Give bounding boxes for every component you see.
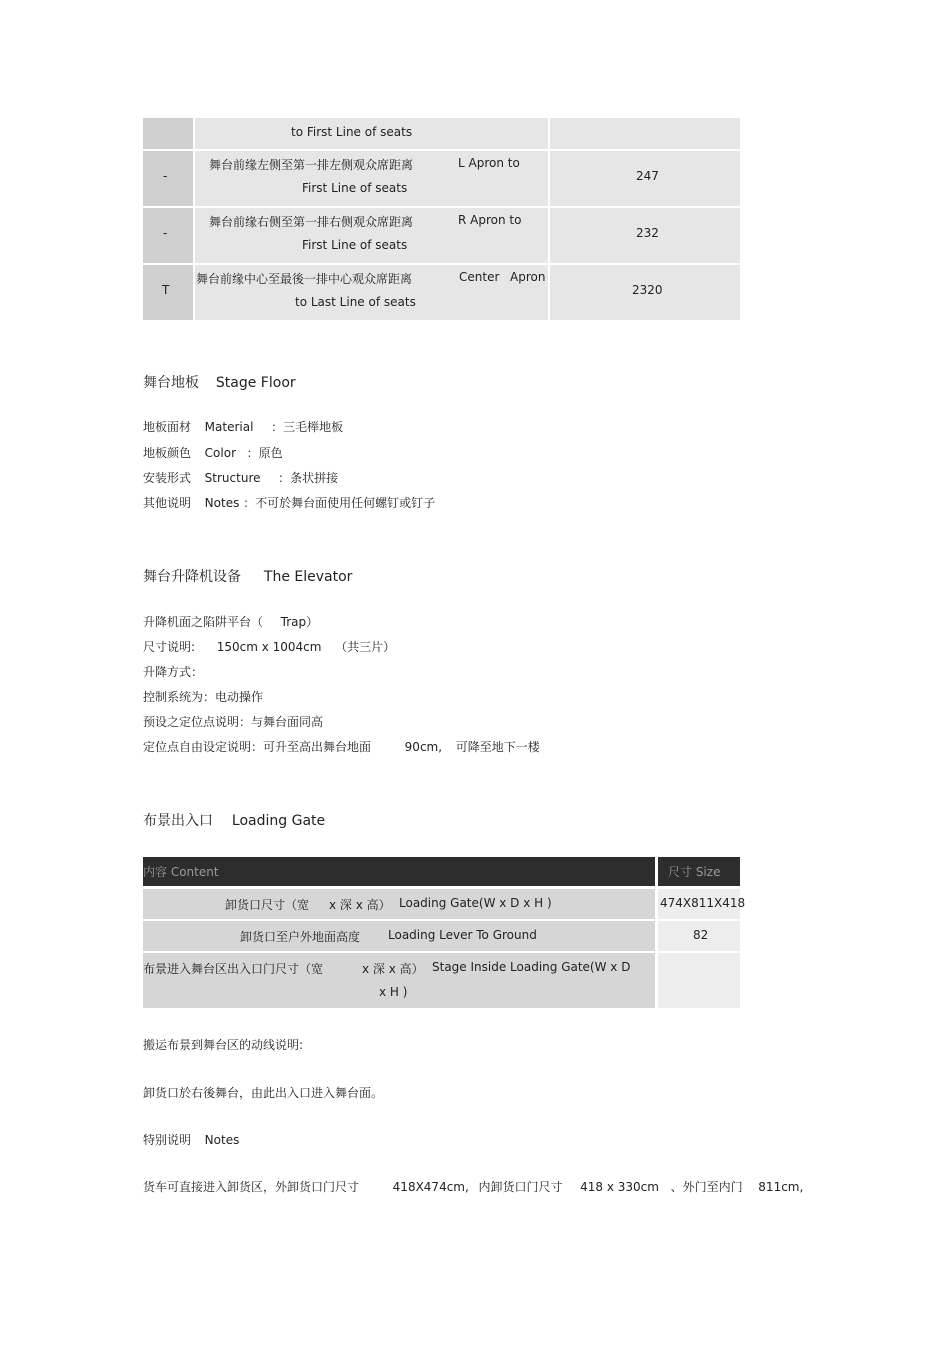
free-setting-line: [143, 738, 540, 755]
row-index: -: [163, 226, 168, 240]
label-cn: 地板面材: [143, 420, 192, 434]
text: 90cm,: [404, 740, 443, 754]
row-index: T: [162, 283, 170, 297]
label-cn: 安装形式: [143, 471, 192, 485]
row-index: -: [163, 169, 168, 183]
size-value: 474X811X418: [660, 896, 746, 910]
table-cell-index: [143, 208, 193, 263]
text: 货车可直接进入卸货区，外卸货口门尺寸: [143, 1180, 360, 1194]
desc-en: R Apron to: [458, 213, 522, 227]
loading-gate-heading: [143, 810, 325, 830]
floor-color-line: [143, 444, 283, 461]
row-en: Stage Inside Loading Gate(W x D: [432, 960, 631, 974]
table-cell-desc: [195, 208, 548, 263]
text: 418X474cm,: [392, 1180, 469, 1194]
stage-floor-heading: [143, 372, 296, 392]
row-cn: 布景进入舞台区出入口门尺寸（宽: [143, 962, 324, 976]
size-cell: [658, 953, 740, 1008]
value: ：原色: [246, 446, 283, 460]
heading-en: The Elevator: [263, 569, 353, 585]
table-cell-desc: [195, 151, 548, 206]
table-row: [143, 953, 655, 1008]
size-cell: [658, 921, 740, 951]
size-cell: [658, 889, 746, 919]
desc-line: First Line of seats: [302, 181, 408, 195]
text: 尺寸说明:: [143, 640, 196, 654]
floor-notes-line: [143, 494, 435, 511]
table-cell-value: [550, 151, 740, 206]
header-size-label: 尺寸 Size: [668, 865, 721, 879]
table-cell-value: [550, 208, 740, 263]
heading-en: Stage Floor: [215, 375, 296, 391]
heading-cn: 布景出入口: [143, 813, 213, 829]
desc-en: Apron: [510, 270, 546, 284]
heading-en: Loading Gate: [231, 813, 326, 829]
route-description: 卸货口於右後舞台，由此出入口进入舞台面。: [143, 1086, 384, 1100]
text: 定位点自由设定说明：可升至高出舞台地面: [143, 740, 372, 754]
desc-cn: 舞台前缘右侧至第一排右侧观众席距离: [209, 215, 414, 229]
text: Trap）: [280, 615, 319, 629]
trap-line: [143, 613, 318, 630]
table-row: [143, 889, 655, 919]
route-heading: 搬运布景到舞台区的动线说明:: [143, 1038, 304, 1052]
desc-line: First Line of seats: [302, 238, 408, 252]
header-content-label: 内容 Content: [143, 865, 219, 879]
desc-line: to Last Line of seats: [295, 295, 416, 309]
label-en: Color: [204, 446, 237, 460]
text: （共三片）: [335, 640, 396, 654]
table-cell-desc: [195, 265, 548, 320]
row-cn: 卸货口尺寸（宽: [225, 898, 310, 912]
text: 418 x 330cm: [580, 1180, 659, 1194]
row-en: Loading Lever To Ground: [388, 928, 537, 942]
elevator-heading: [143, 566, 352, 586]
header-content: [143, 857, 655, 886]
table-row: [143, 921, 655, 951]
desc-en: Center: [459, 270, 500, 284]
desc-cn: 舞台前缘左侧至第一排左侧观众席距离: [209, 158, 414, 172]
text: 内卸货口门尺寸: [478, 1180, 563, 1194]
desc-cn: 舞台前缘中心至最後一排中心观众席距离: [196, 272, 413, 286]
truck-notes-line: [143, 1178, 803, 1195]
row-en: Loading Gate(W x D x H ): [399, 896, 552, 910]
value: ：三毛榉地板: [271, 420, 344, 434]
lift-method-line: 升降方式：: [143, 665, 204, 679]
distance-value: 232: [636, 226, 659, 240]
size-line: [143, 638, 395, 655]
desc-line: to First Line of seats: [291, 125, 413, 139]
floor-structure-line: [143, 469, 338, 486]
label-cn: 地板颜色: [143, 446, 192, 460]
text: 可降至地下一楼: [455, 740, 540, 754]
table-cell-value: [550, 265, 740, 320]
label-cn: 特别说明: [143, 1133, 192, 1147]
floor-material-line: [143, 418, 343, 435]
control-line: 控制系统为：电动操作: [143, 690, 264, 704]
size-value: 82: [693, 928, 709, 942]
label-en: Notes: [204, 1133, 240, 1147]
value: ：条状拼接: [278, 471, 339, 485]
heading-cn: 舞台地板: [143, 375, 199, 391]
value: ：不可於舞台面使用任何螺钉或钉子: [243, 496, 436, 510]
table-cell-index: [143, 118, 193, 149]
label-en: Structure: [204, 471, 261, 485]
distance-value: 2320: [632, 283, 663, 297]
special-notes-heading: [143, 1131, 239, 1148]
label-en: Notes: [204, 496, 240, 510]
row-cn: 卸货口至户外地面高度: [240, 930, 361, 944]
label-cn: 其他说明: [143, 496, 192, 510]
table-cell-value: [550, 118, 740, 149]
heading-cn: 舞台升降机设备: [143, 569, 241, 585]
text: 150cm x 1004cm: [216, 640, 322, 654]
header-size: [658, 857, 740, 886]
table-cell-index: [143, 265, 193, 320]
label-en: Material: [204, 420, 254, 434]
row-line2: x H ): [379, 985, 408, 999]
row-mid: x 深 x 高）: [362, 962, 424, 976]
table-cell-index: [143, 151, 193, 206]
text: 811cm,: [758, 1180, 804, 1194]
text: 升降机面之陷阱平台（: [143, 615, 264, 629]
row-mid: x 深 x 高）: [329, 898, 391, 912]
table-cell-desc: [195, 118, 548, 149]
distance-value: 247: [636, 169, 659, 183]
preset-line: 预设之定位点说明：与舞台面同高: [143, 715, 324, 729]
text: 、外门至内门: [670, 1180, 743, 1194]
desc-en: L Apron to: [458, 156, 520, 170]
